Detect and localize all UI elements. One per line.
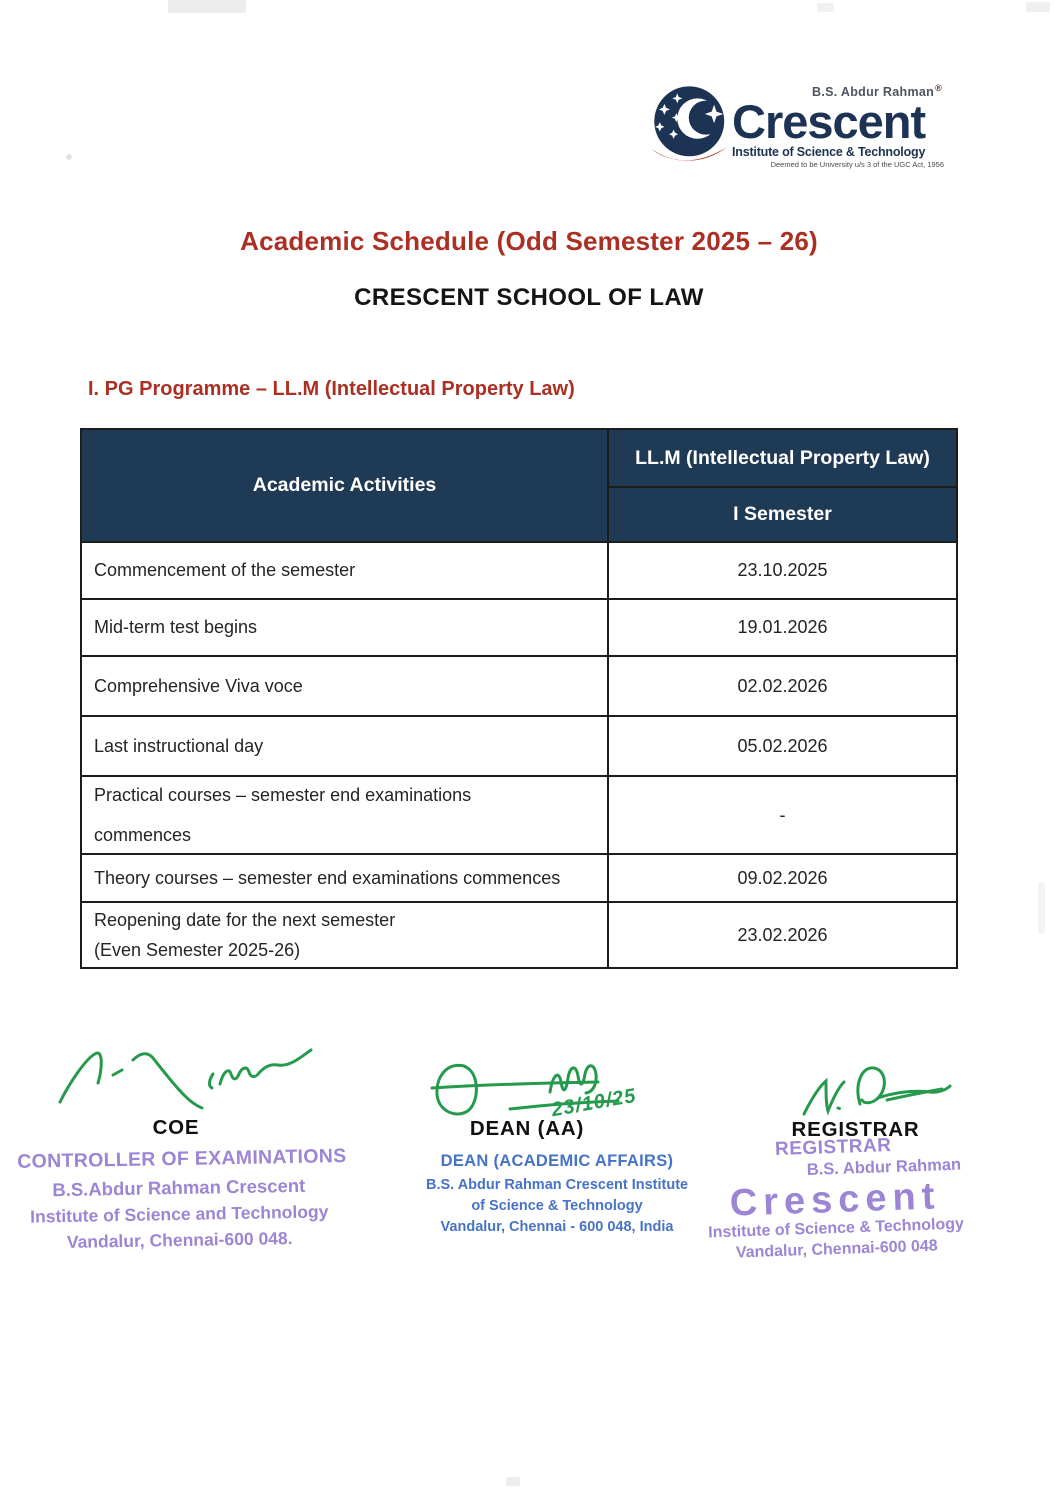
academic-schedule-table — [80, 428, 958, 969]
dean-office-stamp — [426, 1152, 688, 1235]
activity-label: Commencement of the semester — [94, 560, 356, 581]
table-row-midterm — [81, 599, 957, 656]
stamp-line: Vandalur, Chennai-600 048. — [66, 1228, 293, 1252]
stamp-line: Vandalur, Chennai - 600 048, India — [440, 1219, 674, 1235]
activity-label: Mid-term test begins — [94, 617, 258, 638]
activity-date: 23.02.2026 — [608, 902, 957, 968]
stamp-line: Institute of Science and Technology — [30, 1201, 329, 1227]
stamp-line: of Science & Technology — [471, 1198, 643, 1214]
activity-label-line2: (Even Semester 2025-26) — [94, 939, 301, 960]
stamp-line: Institute of Science & Technology — [707, 1215, 965, 1242]
table-row-last-instructional-day — [81, 716, 957, 776]
school-name: CRESCENT SCHOOL OF LAW — [354, 284, 704, 311]
stamp-line: REGISTRAR — [774, 1135, 892, 1161]
scan-artifact — [1038, 882, 1045, 934]
coe-office-stamp — [17, 1145, 347, 1254]
stamp-brand-name: Crescent — [729, 1175, 942, 1225]
coe-signature — [55, 1040, 315, 1120]
activity-label: Practical courses – semester end examinations — [94, 785, 472, 805]
header-semester: I Semester — [608, 487, 957, 542]
activity-date: 09.02.2026 — [608, 854, 957, 902]
logo-brand-tagline: Deemed to be University u/s 3 of the UGC Act, 1956 — [770, 159, 944, 169]
handwritten-date: 23/10/25 — [549, 1084, 639, 1122]
activity-date: - — [608, 776, 957, 854]
scan-artifact — [1026, 2, 1050, 12]
logo-text — [732, 84, 944, 169]
activity-date: 05.02.2026 — [608, 716, 957, 776]
stamp-line: B.S. Abdur Rahman Crescent Institute — [426, 1177, 689, 1193]
stamp-line: DEAN (ACADEMIC AFFAIRS) — [440, 1152, 674, 1170]
dean-role-label: DEAN (AA) — [469, 1117, 585, 1140]
activity-date: 23.10.2025 — [608, 542, 957, 599]
registrar-office-stamp — [701, 1132, 969, 1263]
table-row-theory-exams — [81, 854, 957, 902]
brand-prefix-text: B.S. Abdur Rahman — [812, 85, 935, 100]
activity-date: 19.01.2026 — [608, 599, 957, 656]
activity-date: 02.02.2026 — [608, 656, 957, 716]
header-academic-activities: Academic Activities — [81, 429, 608, 542]
table-row-commencement — [81, 542, 957, 599]
crescent-moon-stars-icon — [646, 84, 738, 166]
activity-label-line2: commences — [94, 824, 192, 845]
table-header-row — [81, 429, 957, 487]
stamp-line: B.S. Abdur Rahman — [806, 1155, 962, 1179]
institution-logo — [646, 84, 944, 169]
logo-brand-subtitle: Institute of Science & Technology — [732, 144, 926, 159]
header-programme: LL.M (Intellectual Property Law) — [608, 429, 957, 487]
coe-role-label: COE — [152, 1116, 200, 1139]
registrar-signature — [800, 1056, 960, 1121]
activity-label: Theory courses – semester end examinations commences — [94, 867, 561, 888]
table-row-practical-exams — [81, 776, 957, 854]
scan-artifact — [506, 1477, 520, 1486]
registered-trademark: ® — [935, 83, 942, 93]
table-row-viva — [81, 656, 957, 716]
activity-label: Reopening date for the next semester — [94, 910, 396, 930]
logo-brand-name: Crescent — [732, 94, 926, 148]
scan-artifact — [66, 154, 72, 160]
activity-label: Comprehensive Viva voce — [94, 675, 303, 696]
table-row-reopening — [81, 902, 957, 968]
stamp-line: Vandalur, Chennai-600 048 — [735, 1237, 938, 1262]
scan-artifact — [817, 3, 834, 12]
stamp-line: CONTROLLER OF EXAMINATIONS — [17, 1145, 347, 1173]
registrar-role-label: REGISTRAR — [791, 1118, 920, 1141]
scan-artifact — [168, 0, 246, 13]
activity-label: Last instructional day — [94, 735, 264, 756]
section-heading: I. PG Programme – LL.M (Intellectual Property Law) — [88, 378, 575, 400]
document-title: Academic Schedule (Odd Semester 2025 – 26) — [240, 226, 818, 256]
stamp-line: B.S.Abdur Rahman Crescent — [52, 1174, 306, 1201]
